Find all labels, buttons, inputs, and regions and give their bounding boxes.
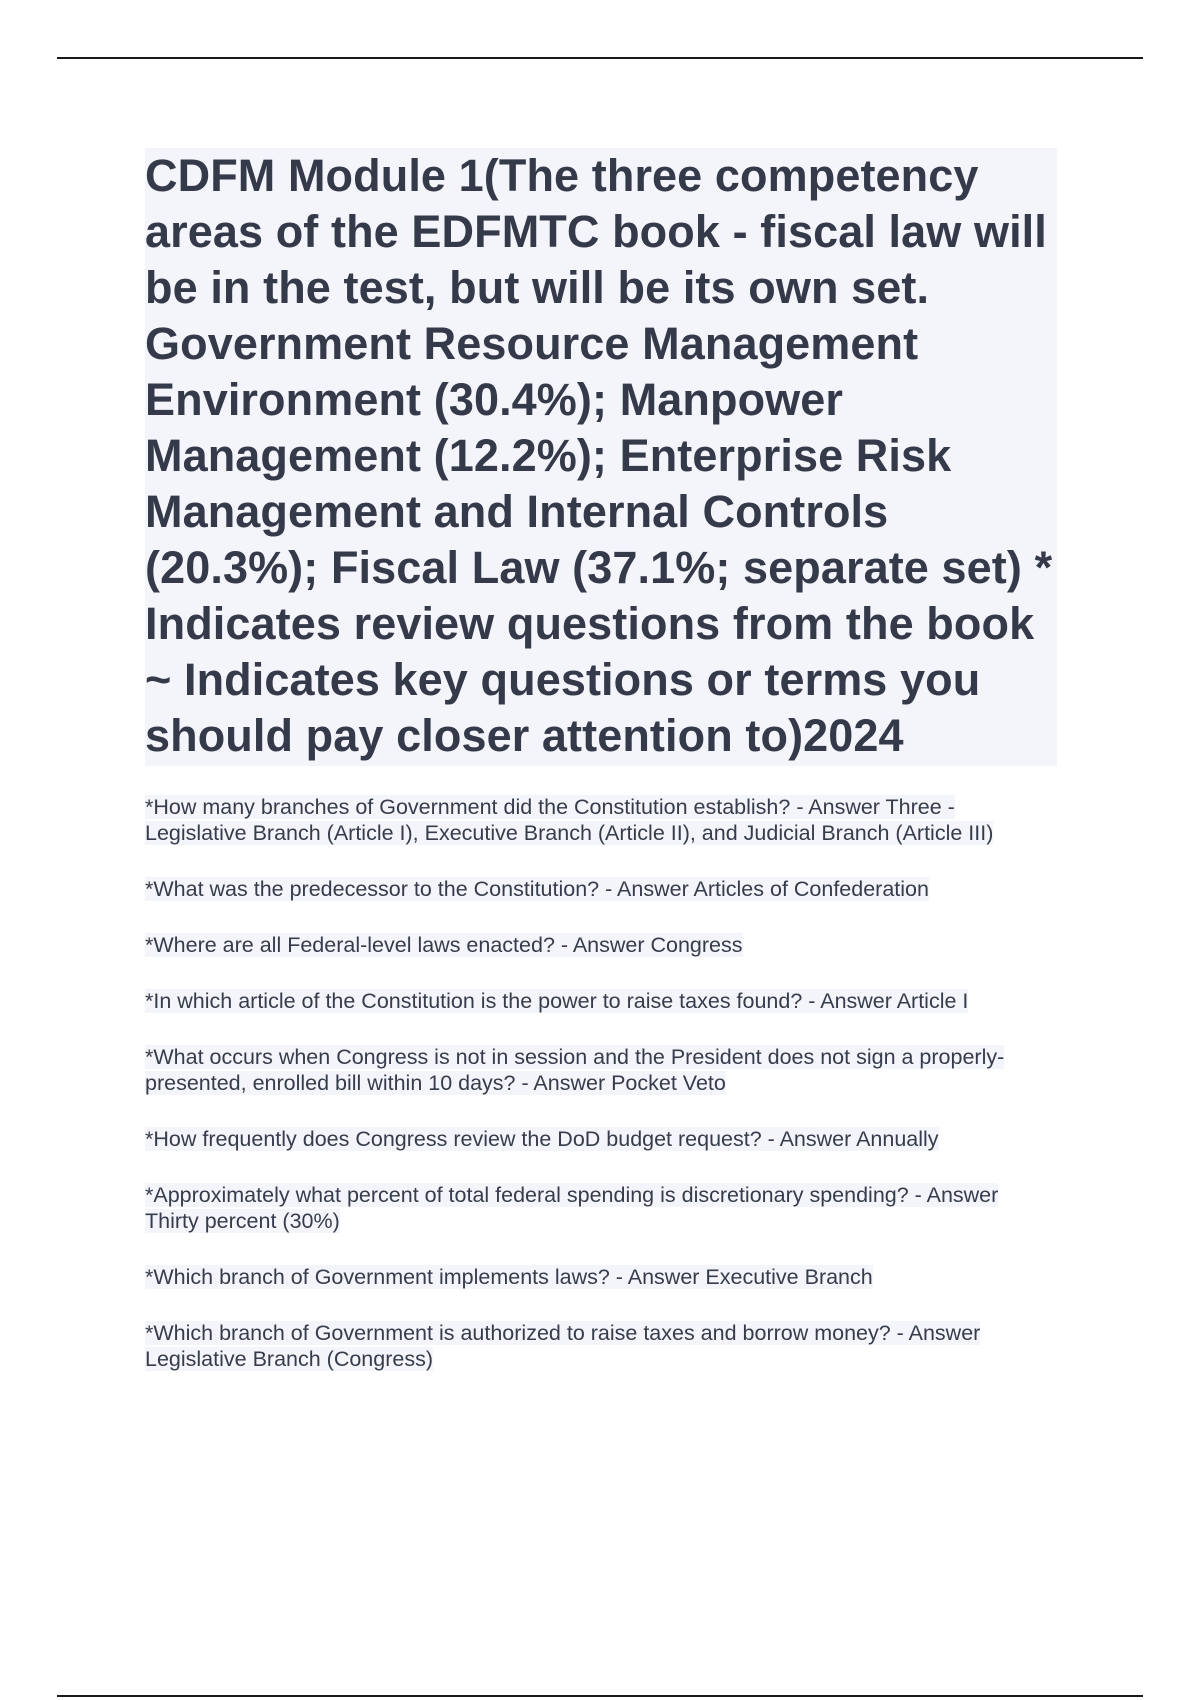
qa-item xyxy=(145,794,1057,846)
qa-text: *Which branch of Government implements laws? - Answer Executive Branch xyxy=(145,1265,873,1289)
qa-text: *In which article of the Constitution is the power to raise taxes found? - Answer Article I xyxy=(145,989,969,1013)
qa-item xyxy=(145,876,1057,902)
bottom-divider xyxy=(57,1695,1143,1697)
qa-item xyxy=(145,1126,1057,1152)
qa-list xyxy=(145,794,1057,1372)
qa-item xyxy=(145,1044,1057,1096)
qa-item xyxy=(145,1264,1057,1290)
qa-item xyxy=(145,988,1057,1014)
qa-item xyxy=(145,932,1057,958)
document-title: CDFM Module 1(The three competency areas of the EDFMTC book - fiscal law will be in the test, but will be its own set. Government Resource Management Environment (30.4%); Manpower Management (12.2%); Enterprise Risk Management and Internal Controls (20.3%); Fiscal Law (37.1%; separate set) * Indicates review questions from the book ~ Indicates key questions or terms you should pay closer attention to)2024 xyxy=(145,150,1053,761)
qa-text: *How frequently does Congress review the DoD budget request? - Answer Annually xyxy=(145,1127,939,1151)
qa-text: *What was the predecessor to the Constitution? - Answer Articles of Confederation xyxy=(145,877,929,901)
top-divider xyxy=(57,57,1143,59)
qa-text: *How many branches of Government did the Constitution establish? - Answer Three - Legislative Branch (Article I), Executive Branch (Article II), and Judicial Branch (Article III) xyxy=(145,795,994,845)
qa-item xyxy=(145,1320,1057,1372)
title-block xyxy=(145,148,1057,766)
qa-text: *What occurs when Congress is not in session and the President does not sign a properly-presented, enrolled bill within 10 days? - Answer Pocket Veto xyxy=(145,1045,1005,1095)
qa-text: *Where are all Federal-level laws enacted? - Answer Congress xyxy=(145,933,743,957)
document-body xyxy=(145,148,1057,1402)
qa-item xyxy=(145,1182,1057,1234)
qa-text: *Which branch of Government is authorized to raise taxes and borrow money? - Answer Legislative Branch (Congress) xyxy=(145,1321,981,1371)
qa-text: *Approximately what percent of total federal spending is discretionary spending? - Answer Thirty percent (30%) xyxy=(145,1183,999,1233)
